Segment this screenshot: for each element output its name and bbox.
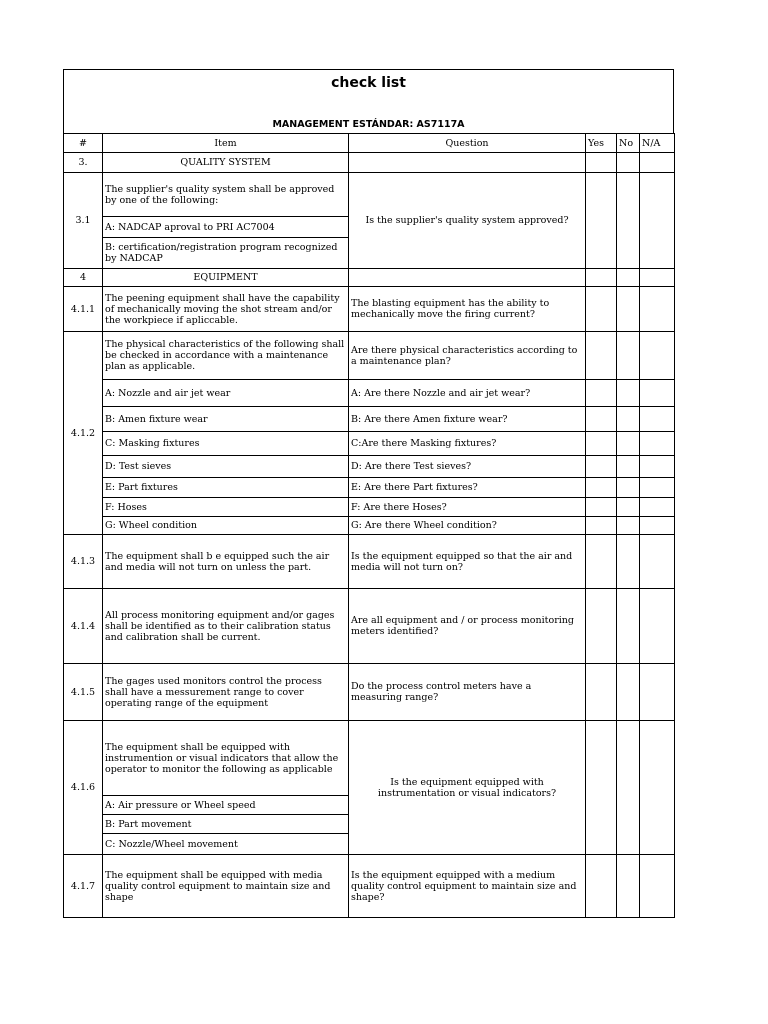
no-checkbox[interactable]	[617, 589, 640, 664]
question-text: A: Are there Nozzle and air jet wear?	[349, 380, 586, 407]
no-checkbox[interactable]	[617, 332, 640, 380]
na-checkbox[interactable]	[640, 173, 675, 269]
no-checkbox[interactable]	[617, 380, 640, 407]
question-text: Are there physical characteristics according to a maintenance plan?	[349, 332, 586, 380]
item-text: B: Amen fixture wear	[103, 407, 349, 432]
no-checkbox[interactable]	[617, 478, 640, 498]
item-text: A: Nozzle and air jet wear	[103, 380, 349, 407]
table-row	[64, 517, 675, 535]
yes-checkbox[interactable]	[586, 380, 617, 407]
standard-subtitle: MANAGEMENT ESTÁNDAR: AS7117A	[272, 119, 465, 130]
section-row	[64, 153, 675, 173]
na-checkbox[interactable]	[640, 269, 675, 287]
row-number: 4.1.3	[64, 535, 103, 589]
row-number: 3.1	[64, 173, 103, 269]
question-text: The blasting equipment has the ability to mechanically move the firing current?	[349, 287, 586, 332]
question-text: B: Are there Amen fixture wear?	[349, 407, 586, 432]
question-text: E: Are there Part fixtures?	[349, 478, 586, 498]
yes-checkbox[interactable]	[586, 456, 617, 478]
question-text: Is the equipment equipped with a medium quality control equipment to maintain size and shape?	[349, 855, 586, 918]
row-number: 4.1.6	[64, 721, 103, 855]
yes-checkbox[interactable]	[586, 407, 617, 432]
table-row	[64, 380, 675, 407]
table-row	[64, 498, 675, 517]
na-checkbox[interactable]	[640, 517, 675, 535]
question-text: Is the supplier's quality system approved?	[349, 173, 586, 269]
table-row	[64, 432, 675, 456]
na-checkbox[interactable]	[640, 332, 675, 380]
row-number: 4.1.7	[64, 855, 103, 918]
item-text: The supplier's quality system shall be approved by one of the following:	[103, 173, 349, 217]
no-checkbox[interactable]	[617, 153, 640, 173]
no-checkbox[interactable]	[617, 432, 640, 456]
question-text: F: Are there Hoses?	[349, 498, 586, 517]
no-checkbox[interactable]	[617, 173, 640, 269]
item-text: B: Part movement	[103, 815, 349, 834]
checklist-table	[63, 133, 675, 918]
no-checkbox[interactable]	[617, 456, 640, 478]
item-text: D: Test sieves	[103, 456, 349, 478]
table-row	[64, 456, 675, 478]
section-row	[64, 269, 675, 287]
item-text: E: Part fixtures	[103, 478, 349, 498]
question-text: Is the equipment equipped so that the air and media will not turn on?	[349, 535, 586, 589]
na-checkbox[interactable]	[640, 664, 675, 721]
yes-checkbox[interactable]	[586, 855, 617, 918]
yes-checkbox[interactable]	[586, 153, 617, 173]
row-number: 4	[64, 269, 103, 287]
no-checkbox[interactable]	[617, 535, 640, 589]
row-number: 4.1.2	[64, 332, 103, 535]
na-checkbox[interactable]	[640, 287, 675, 332]
header-yes: Yes	[586, 134, 617, 153]
row-number: 3.	[64, 153, 103, 173]
table-row	[64, 173, 675, 217]
yes-checkbox[interactable]	[586, 432, 617, 456]
question-cell	[349, 269, 586, 287]
na-checkbox[interactable]	[640, 855, 675, 918]
yes-checkbox[interactable]	[586, 173, 617, 269]
table-row	[64, 664, 675, 721]
question-text: C:Are there Masking fixtures?	[349, 432, 586, 456]
yes-checkbox[interactable]	[586, 535, 617, 589]
item-text: B: certification/registration program recognized by NADCAP	[103, 238, 349, 269]
na-checkbox[interactable]	[640, 498, 675, 517]
table-row	[64, 332, 675, 380]
section-title: QUALITY SYSTEM	[103, 153, 349, 173]
na-checkbox[interactable]	[640, 721, 675, 855]
no-checkbox[interactable]	[617, 721, 640, 855]
table-row	[64, 535, 675, 589]
na-checkbox[interactable]	[640, 535, 675, 589]
header-question: Question	[349, 134, 586, 153]
item-text: The physical characteristics of the following shall be checked in accordance with a maintenance plan as applicable.	[103, 332, 349, 380]
checklist-sheet	[63, 69, 674, 918]
header-no: No	[617, 134, 640, 153]
no-checkbox[interactable]	[617, 664, 640, 721]
no-checkbox[interactable]	[617, 855, 640, 918]
no-checkbox[interactable]	[617, 498, 640, 517]
question-text: Do the process control meters have a measuring range?	[349, 664, 586, 721]
table-row	[64, 407, 675, 432]
item-text: F: Hoses	[103, 498, 349, 517]
question-text: G: Are there Wheel condition?	[349, 517, 586, 535]
item-text: All process monitoring equipment and/or gages shall be identified as to their calibration status and calibration shall be current.	[103, 589, 349, 664]
item-text: The equipment shall be equipped with instrumention or visual indicators that allow the operator to monitor the following as applicable	[103, 721, 349, 796]
na-checkbox[interactable]	[640, 456, 675, 478]
row-number: 4.1.1	[64, 287, 103, 332]
header-num: #	[64, 134, 103, 153]
na-checkbox[interactable]	[640, 407, 675, 432]
table-row	[64, 589, 675, 664]
table-row	[64, 855, 675, 918]
table-row	[64, 721, 675, 796]
item-text: A: NADCAP aproval to PRI AC7004	[103, 217, 349, 238]
header-row	[64, 134, 675, 153]
yes-checkbox[interactable]	[586, 517, 617, 535]
question-text: Are all equipment and / or process monitoring meters identified?	[349, 589, 586, 664]
na-checkbox[interactable]	[640, 478, 675, 498]
table-row	[64, 287, 675, 332]
yes-checkbox[interactable]	[586, 287, 617, 332]
title-box	[63, 69, 674, 133]
na-checkbox[interactable]	[640, 589, 675, 664]
item-text: C: Masking fixtures	[103, 432, 349, 456]
na-checkbox[interactable]	[640, 432, 675, 456]
item-text: C: Nozzle/Wheel movement	[103, 834, 349, 855]
no-checkbox[interactable]	[617, 287, 640, 332]
yes-checkbox[interactable]	[586, 664, 617, 721]
question-text: Is the equipment equipped with instrumentation or visual indicators?	[349, 721, 586, 855]
item-text: G: Wheel condition	[103, 517, 349, 535]
item-text: The gages used monitors control the process shall have a messurement range to cover operating range of the equipment	[103, 664, 349, 721]
yes-checkbox[interactable]	[586, 478, 617, 498]
row-number: 4.1.5	[64, 664, 103, 721]
yes-checkbox[interactable]	[586, 269, 617, 287]
item-text: The equipment shall b e equipped such the air and media will not turn on unless the part.	[103, 535, 349, 589]
header-na: N/A	[640, 134, 675, 153]
item-text: The equipment shall be equipped with media quality control equipment to maintain size and shape	[103, 855, 349, 918]
na-checkbox[interactable]	[640, 153, 675, 173]
question-text: D: Are there Test sieves?	[349, 456, 586, 478]
question-cell	[349, 153, 586, 173]
item-text: A: Air pressure or Wheel speed	[103, 796, 349, 815]
yes-checkbox[interactable]	[586, 332, 617, 380]
na-checkbox[interactable]	[640, 380, 675, 407]
no-checkbox[interactable]	[617, 269, 640, 287]
item-text: The peening equipment shall have the capability of mechanically moving the shot stream and/or the workpiece if apliccable.	[103, 287, 349, 332]
no-checkbox[interactable]	[617, 517, 640, 535]
header-item: Item	[103, 134, 349, 153]
yes-checkbox[interactable]	[586, 721, 617, 855]
row-number: 4.1.4	[64, 589, 103, 664]
table-row	[64, 478, 675, 498]
yes-checkbox[interactable]	[586, 589, 617, 664]
section-title: EQUIPMENT	[103, 269, 349, 287]
yes-checkbox[interactable]	[586, 498, 617, 517]
no-checkbox[interactable]	[617, 407, 640, 432]
page-title: check list	[331, 75, 406, 91]
